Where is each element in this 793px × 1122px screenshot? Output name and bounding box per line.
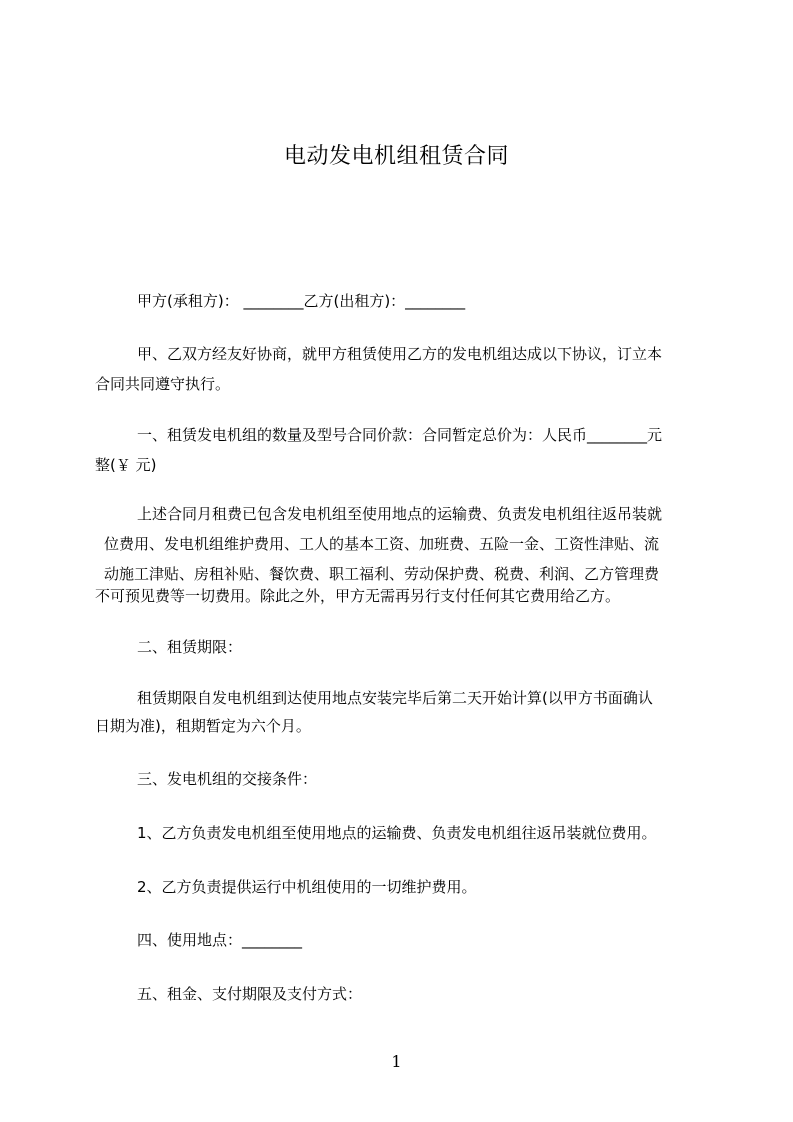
document-title: 电动发电机组租赁合同 [283, 144, 509, 169]
term-paragraph-line-1: 租赁期限自发电机组到达使用地点安装完毕后第二天开始计算(以甲方书面确认 [137, 689, 653, 707]
intro-paragraph-line-1: 甲、乙双方经友好协商，就甲方租赁使用乙方的发电机组达成以下协议，订立本 [137, 345, 663, 363]
page-number: 1 [391, 1052, 402, 1071]
parties-line: 甲方(承租方)： ________乙方(出租方)：________ [137, 292, 466, 310]
fee-paragraph-line-1: 上述合同月租费已包含发电机组至使用地点的运输费、负责发电机组往返吊装就 [137, 505, 663, 523]
fee-paragraph-line-4: 不可预见费等一切费用。除此之外，甲方无需再另行支付任何其它费用给乙方。 [95, 587, 621, 605]
fee-paragraph-line-2: 位费用、发电机组维护费用、工人的基本工资、加班费、五险一金、工资性津贴、流 [104, 535, 660, 553]
section-1-line-2: 整(￥ 元) [95, 456, 157, 474]
handover-item-2: 2、乙方负责提供运行中机组使用的一切维护费用。 [137, 878, 477, 896]
term-paragraph-line-2: 日期为准)，租期暂定为六个月。 [95, 717, 311, 735]
section-2-heading: 二、租赁期限： [137, 638, 243, 656]
section-5-heading: 五、租金、支付期限及支付方式： [137, 985, 363, 1003]
intro-paragraph-line-2: 合同共同遵守执行。 [95, 375, 231, 393]
section-1-line-1: 一、租赁发电机组的数量及型号合同价款：合同暂定总价为：人民币________元 [137, 426, 663, 444]
section-4-location: 四、使用地点：________ [137, 931, 303, 949]
section-3-heading: 三、发电机组的交接条件： [137, 770, 318, 788]
fee-paragraph-line-3: 动施工津贴、房租补贴、餐饮费、职工福利、劳动保护费、税费、利润、乙方管理费 [104, 565, 660, 583]
handover-item-1: 1、乙方负责发电机组至使用地点的运输费、负责发电机组往返吊装就位费用。 [137, 824, 657, 842]
